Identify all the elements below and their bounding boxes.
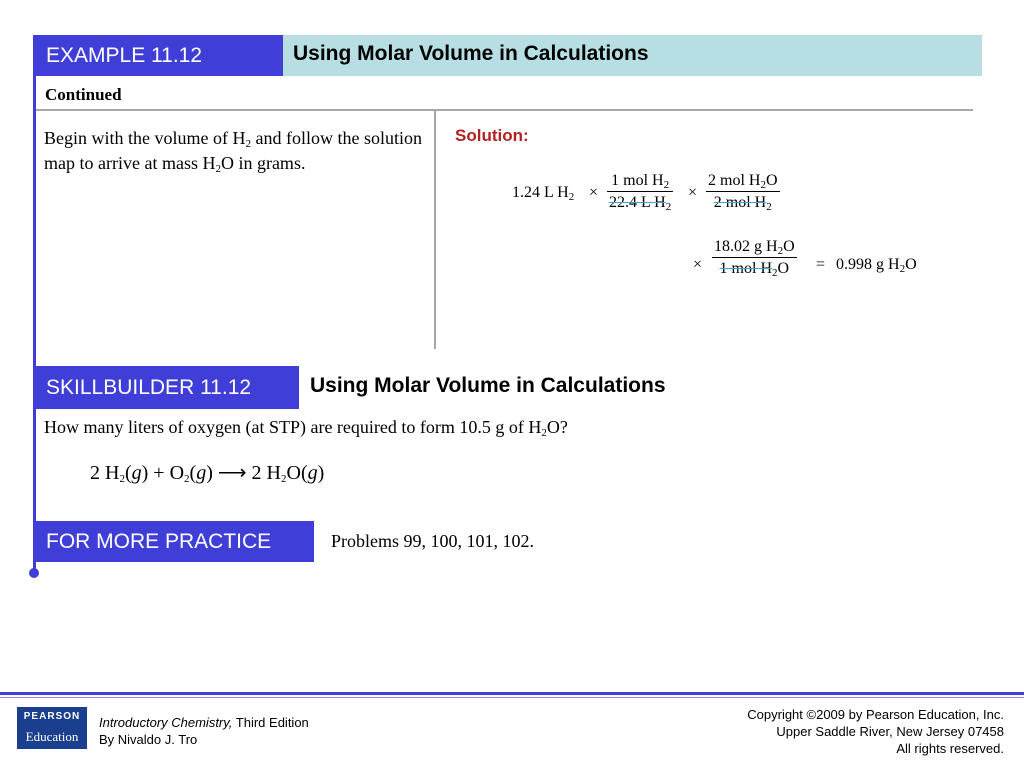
example-instruction: Begin with the volume of $H_2$ and follow the solution map to arrive at mass $H_2O$ in grams. xyxy=(44,128,422,175)
copyright-notice: Copyright ©2009 by Pearson Education, Inc. Upper Saddle River, New Jersey 07458 All rights reserved. xyxy=(747,707,1004,756)
example-divider xyxy=(36,109,973,111)
skillbuilder-question: How many liters of oxygen (at STP) are required to form 10.5 g of $H_2O$? xyxy=(44,417,568,439)
skillbuilder-title: Using Molar Volume in Calculations xyxy=(310,374,666,397)
footer-rule xyxy=(0,692,1024,695)
given-quantity: 1.24 L $H_2$ xyxy=(512,184,575,203)
times-sign-2: × xyxy=(688,184,698,201)
times-sign-3: × xyxy=(693,256,703,273)
left-rule-dot xyxy=(29,568,39,578)
left-vertical-rule xyxy=(33,35,36,573)
example-title: Using Molar Volume in Calculations xyxy=(293,42,649,65)
times-sign-1: × xyxy=(589,184,599,201)
example-label: EXAMPLE 11.12 xyxy=(46,44,203,67)
pearson-logo-text: PEARSON xyxy=(23,711,81,722)
conversion-factor-1: 1 mol $H_2$ 22.4 L $H_2$ xyxy=(609,172,672,213)
equals-sign: = xyxy=(816,256,826,273)
conversion-factor-3: 18.02 g $H_2O$ 1 mol $H_2O$ xyxy=(714,238,795,279)
practice-problems: Problems 99, 100, 101, 102. xyxy=(331,531,535,551)
footer-rule-thin xyxy=(0,697,1024,698)
conversion-factor-2: 2 mol $H_2O$ 2 mol $H_2$ xyxy=(708,172,778,213)
continued-label: Continued xyxy=(45,85,122,104)
column-separator xyxy=(434,111,436,349)
practice-label: FOR MORE PRACTICE xyxy=(46,530,272,553)
book-citation: Introductory Chemistry, Third Edition By Nivaldo J. Tro xyxy=(99,715,309,747)
reaction-arrow: ⟶ xyxy=(212,462,252,484)
pearson-logo-subtext: Education xyxy=(25,729,79,744)
reaction-equation: 2 $H_2(g) + O_2(g)$ ⟶ 2 $H_2O(g)$ xyxy=(90,462,325,485)
solution-label: Solution: xyxy=(455,126,529,145)
skillbuilder-label: SKILLBUILDER 11.12 xyxy=(46,376,252,399)
solution-result: 0.998 g $H_2O$ xyxy=(836,256,917,275)
